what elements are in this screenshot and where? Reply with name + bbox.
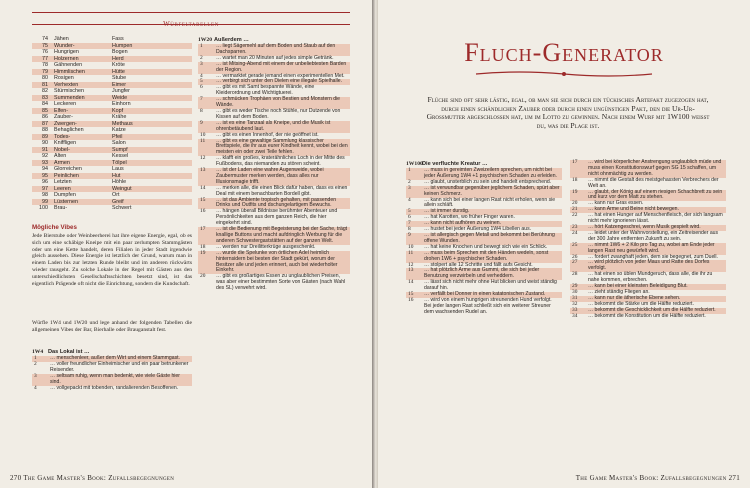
w20-row-number: 7	[200, 96, 203, 103]
curse-row-number: 20	[572, 200, 578, 207]
curse-row-number: 29	[572, 283, 578, 290]
w4-header-label: Das Lokal ist …	[48, 349, 90, 355]
w20-row-text: … gibt es eine gewaltige Sammlung klassischer Brettspiele, die ihr aus eurer Kindheit kennt, wobei bei den meisten ein oder zwei Teile fehlen.	[216, 137, 348, 156]
curse-row-number: 11	[408, 249, 414, 256]
w20-row	[198, 139, 350, 157]
w20-row-text: … vermarktet gerade jemand einen experimentellen Met.	[216, 72, 345, 79]
w4-header-die: 1W4	[32, 349, 44, 355]
vibes-heading: Mögliche Vibes	[32, 224, 77, 231]
w20-row-text: … ist Mitsing-Abend mit einem der unbeliebtesten Barden der Region.	[216, 60, 347, 73]
w20-row-text: … schmücken Trophäen von Bestien und Monstern die Wände.	[216, 96, 341, 109]
curse-row	[406, 251, 562, 263]
curse-row-text: … bekommt die Konstitution um die Hälfte reduziert.	[588, 312, 706, 319]
word-table-adjective: Behaglichen	[54, 127, 84, 133]
curse-row-text: … kann Arme und Beine nicht bewegen.	[588, 206, 679, 213]
w20-row-number: 1	[200, 43, 203, 49]
word-table-adjective: Kniffligen	[54, 140, 77, 146]
w4-row-number: 4	[34, 384, 37, 391]
w20-row	[198, 109, 350, 121]
word-table-adjective: Rosigen	[54, 75, 74, 81]
curse-row-number: 16	[408, 296, 414, 303]
w20-row-text: … gibt es einen Innenhof, der nie geöffnet ist.	[216, 131, 319, 138]
curse-header-die: 1W100	[406, 161, 423, 167]
word-table-noun: Weingut	[110, 186, 192, 193]
curse-row-number: 33	[572, 306, 578, 313]
word-table-number: 93	[32, 160, 52, 167]
vibes-paragraph: Jede Bierstube oder Weinbeerherei hat ihre eigene Energie, egal, ob es sich um eine schäbige Kneipe mit ein paar zerlumpten Stammgästen oder um eine Kette handelt, deren Filialen in jeder Stadt irgendwie gleich aussehen. Diese Energie ist letztlich der Grund, warum man in einem Laden bis zur letzten Runde bleibt und im anderen rückwärts wieder rausgeht. Zu solche Lokale in der Regel mit Gästen aus den unterschiedlichsten Gesellschaftsschichten besetzt sind, ist das eigentlich Prägende oft nicht die Einrichtung, sondern die Kundschaft.	[32, 233, 192, 287]
word-table-number: 84	[42, 101, 48, 107]
word-table-adjective: Himmlischen	[52, 69, 110, 76]
word-table-noun: Krähe	[112, 114, 127, 120]
word-table-adjective: Summenden	[52, 95, 110, 102]
word-table	[32, 36, 192, 212]
curse-row-number: 12	[408, 261, 414, 268]
word-table-adjective: Zwergen-	[52, 121, 110, 128]
curse-row	[406, 233, 562, 245]
curse-row-text: … hat plötzlich Arme aus Gummi, die sich bei jeder Benutzung verzwirbeln und verheddern.	[424, 267, 540, 280]
curse-row-text: … wird von einem hungrigen streunenden Hund verfolgt. Bei jeder langen Rast schließt sich ein weiterer Streuner dem wachsenden Rudel an.	[424, 296, 552, 315]
word-table-noun: Schwert	[112, 205, 132, 211]
w4-row-text: … voller freundlicher Einheimischer und ein paar betrunkener Reisender.	[50, 360, 189, 373]
right-page	[378, 0, 750, 488]
word-table-noun: Bogen	[112, 49, 128, 55]
curse-row-number: 5	[408, 208, 411, 215]
curse-row-text: … wird bei körperlicher Anstrengung unglaublich müde und muss einen Konstitutionswurf gegen SG 15 schaffen, um nicht ohnmächtig zu werden.	[588, 159, 722, 177]
curse-row-text: … verfällt bei Donner in einen katatonischen Zustand.	[424, 291, 546, 298]
curse-row-text: … nimmt die Gestalt des meistgehassten Verbrechers der Welt an.	[588, 176, 719, 189]
word-table-noun: Hut	[110, 173, 192, 180]
curse-row-number: 9	[408, 231, 411, 238]
w20-row-number: 15	[200, 196, 206, 203]
word-table-noun: Salon	[112, 140, 126, 146]
w4-table	[32, 348, 192, 391]
curse-row-text: … glaubt, unsterblich zu sein und handelt entsprechend.	[424, 178, 552, 185]
w20-row-number: 20	[200, 273, 206, 280]
w20-row-number: 18	[200, 243, 206, 250]
word-table-number: 87	[32, 121, 52, 128]
word-table-noun: Katze	[112, 127, 126, 133]
word-table-noun: Sumpf	[110, 147, 192, 154]
curse-row-text: … stolpert alle 12 Schritte und fällt aufs Gesicht.	[424, 261, 533, 268]
w20-row-text: … gibt es mit Samt bespannte Wände, eine Kleiderordnung und Wichtigtuerei.	[216, 84, 315, 97]
word-table-noun: Laus	[112, 166, 124, 172]
word-table-noun: Eimer	[110, 82, 192, 89]
word-table-adjective: Armen	[52, 160, 110, 167]
w20-row-text: … liegt Sägemehl auf dem Boden und Staub auf den Dachsparren.	[216, 43, 336, 55]
word-table-number: 89	[32, 134, 52, 141]
curse-row	[406, 186, 562, 198]
word-table-noun: Methaus	[110, 121, 192, 128]
curse-row	[570, 160, 726, 178]
word-table-adjective: Verhexten	[52, 82, 110, 89]
w20-row-number: 13	[200, 167, 206, 174]
word-table-adjective: Leckeren	[54, 101, 77, 107]
curse-row-text: … hört Katzengeschrei, wenn Musik gespielt wird.	[588, 223, 701, 230]
word-table-noun: Einhorn	[112, 101, 131, 107]
w4-row	[32, 362, 192, 374]
curse-row-number: 23	[572, 223, 578, 230]
w20-row-text: … merken alle, die einen Blick dafür haben, dass es einen Deal mit einem benachbarten Bordell gibt.	[216, 184, 348, 197]
page-title: Fluch-Generator	[464, 38, 664, 67]
w20-row-text: … klafft ein großes, kraterähnliches Loch in der Mitte des Fußbodens, das niemanden zu stören scheint.	[216, 155, 345, 168]
curse-row-text: … zieht ständig Fliegen an.	[588, 288, 650, 295]
w20-row-number: 11	[200, 137, 206, 144]
curse-row-number: 14	[408, 279, 414, 286]
w20-row-text: … gibt es weder Tische noch Stühle, nur Dutzende von Kissen auf dem Boden.	[216, 107, 341, 120]
chapter-ribbon	[32, 12, 350, 28]
w4-row-text: … seltsam ruhig, wenn man bedenkt, wie viele Gäste hier sind.	[50, 372, 180, 385]
w20-row-number: 4	[200, 72, 203, 79]
w20-row	[198, 227, 350, 245]
right-page-number: 271	[728, 474, 740, 482]
curse-row-number: 28	[572, 271, 578, 278]
w20-row-text: … gibt es großartiges Essen zu unglaublichen Preisen, was aber einer bestimmten Sorte von Gästen (nach Wahl des SL) verwehrt wird.	[216, 273, 346, 292]
w20-row-number: 16	[200, 208, 206, 215]
curse-row-text: … ist immer durstig.	[424, 208, 470, 215]
word-table-number: 76	[42, 49, 48, 55]
w20-row-number: 5	[200, 78, 203, 85]
word-table-adjective: Hungrigen	[54, 49, 79, 55]
word-table-adjective: Holzernen	[52, 56, 110, 63]
curse-row-number: 6	[408, 214, 411, 221]
word-table-number: 94	[42, 166, 48, 172]
curse-row-number: 24	[572, 229, 578, 236]
w20-row-text: … verbirgt sich unter den Dielen eine illegale Spielhalle.	[216, 78, 343, 85]
curse-row-number: 8	[408, 226, 411, 233]
curse-row-number: 3	[408, 184, 411, 191]
w20-row-number: 6	[200, 84, 203, 91]
word-table-number: 97	[32, 186, 52, 193]
word-table-noun: Pfeil	[110, 134, 192, 141]
curse-row-text: … kann nur die ätherische Ebene sehen.	[588, 294, 681, 301]
curse-row	[570, 178, 726, 190]
word-table-adjective: Zauber-	[54, 114, 73, 120]
word-table-noun: Herd	[110, 56, 192, 63]
word-table-adjective: Peinlichen	[52, 173, 110, 180]
curse-row-number: 2	[408, 178, 411, 185]
curse-row-number: 30	[572, 288, 578, 295]
curse-row-number: 26	[572, 253, 578, 260]
curse-row-number: 21	[572, 206, 578, 213]
curse-row-text: … muss beim Sprechen mit den Händen wedeln, sonst drohen 1W6 + psychischer Schaden.	[424, 249, 549, 262]
w20-row-number: 2	[200, 54, 203, 61]
word-table-adjective: Gähnenden	[54, 62, 83, 68]
w4-row-number: 2	[34, 360, 37, 367]
curse-row-text: … hustet bei jeder Äußerung 1W4 Libellen aus.	[424, 226, 532, 233]
w20-row	[198, 62, 350, 74]
w20-header-label: Außerdem …	[214, 37, 249, 43]
word-table-adjective: Wunder-	[52, 43, 110, 50]
title-flourish-ornament	[474, 68, 654, 80]
curse-row-number: 19	[572, 188, 578, 195]
w20-row	[198, 186, 350, 198]
w20-row-number: 8	[200, 107, 203, 114]
word-table-noun: Stube	[112, 75, 127, 81]
word-table-number: 77	[32, 56, 52, 63]
chapter-ribbon-label: Würfeltabellen	[163, 20, 219, 28]
w20-row	[198, 121, 350, 133]
word-table-adjective: Elfen-	[52, 108, 110, 115]
word-table-noun: Kessel	[112, 153, 129, 159]
w20-row	[198, 168, 350, 186]
w20-row-text: … ist es eine Tanzaal als Kneipe, und die Musik ist ohrenbetäubend laut.	[216, 119, 331, 132]
word-table-number: 99	[32, 199, 52, 206]
w20-row-text: … wartet man 20 Minuten auf jedes simple Getränk.	[216, 54, 334, 61]
curse-row-number: 22	[572, 212, 578, 219]
word-table-adjective: Stürmischen	[54, 88, 84, 94]
curse-row-number: 1	[408, 167, 411, 173]
w4-row	[32, 386, 192, 392]
word-table-number: 74	[42, 36, 48, 42]
right-folio	[576, 474, 740, 482]
left-running-footer: The Game Master's Book: Zufallsbegegnungen	[23, 474, 175, 482]
curse-row-number: 18	[572, 176, 578, 183]
w20-row-number: 3	[200, 60, 203, 67]
word-table-number: 91	[32, 147, 52, 154]
curse-table-col2	[570, 160, 726, 319]
curse-row-text: … bekommt die Stärke um die Hälfte reduziert.	[588, 300, 694, 307]
curse-row-number: 34	[572, 312, 578, 319]
left-folio	[10, 474, 174, 482]
curse-table-col1	[406, 160, 562, 316]
word-table-number: 83	[32, 95, 52, 102]
w20-row-text: … wurde die Spelunke von örtlichen Adel heimlich hinternsidern bei besten der Stadt gekürt, worum der Besitzer alle und jeden erinnert, auch bei wiederholter Einkehr.	[216, 249, 338, 274]
word-table-noun: Hütte	[110, 69, 192, 76]
curse-row-text: … hat Karotten, wo früher Finger waren.	[424, 214, 515, 221]
curse-row-text: … bekommt die Geschicklichkeit um die Hälfte reduziert.	[588, 306, 716, 313]
curse-row	[570, 243, 726, 255]
curse-row-text: … fordert zwanghaft jeden, dem sie begegnet, zum Duell.	[588, 253, 718, 260]
w4-row-number: 1	[34, 355, 37, 361]
right-running-footer: The Game Master's Book: Zufallsbegegnungen	[575, 474, 727, 482]
curse-row-text: … kann nur Gras essen.	[588, 200, 644, 207]
word-table-noun: Weide	[110, 95, 192, 102]
w20-row-number: 10	[200, 131, 206, 138]
word-table-number: 90	[42, 140, 48, 146]
w20-table	[198, 36, 350, 292]
word-table-number: 75	[32, 43, 52, 50]
w4-row-text: … vollgepackt mit tobenden, randalierenden Besoffenen.	[50, 384, 179, 391]
w20-row-text: … werden nur Dreilitterkrüge ausgeschenkt.	[216, 243, 316, 250]
curse-row-number: 10	[408, 243, 414, 250]
word-table-number: 85	[32, 108, 52, 115]
word-table-noun: Kopf	[110, 108, 192, 115]
word-table-number: 98	[42, 192, 48, 198]
curse-row-number: 7	[408, 220, 411, 227]
word-table-adjective: Todes-	[52, 134, 110, 141]
curse-row-text: … kann sich bei einer langen Rast nicht erholen, wenn sie allein schläft.	[424, 196, 556, 209]
word-table-number: 100	[39, 205, 48, 211]
word-table-number: 81	[32, 82, 52, 89]
word-table-row	[32, 205, 192, 212]
w4-row-number: 3	[34, 372, 37, 379]
w20-row-number: 9	[200, 119, 203, 126]
curse-row-text: … hat einen so üblen Mundgeruch, dass alle, die ihr zu nahe kommen, erbrechen.	[588, 271, 713, 284]
left-page-number: 270	[10, 474, 22, 482]
word-table-noun: Ort	[112, 192, 120, 198]
w20-row-number: 12	[200, 155, 206, 162]
word-table-noun: Greif	[110, 199, 192, 206]
curse-row-number: 17	[572, 159, 578, 165]
w20-row	[198, 251, 350, 275]
word-table-noun: Höhle	[112, 179, 127, 185]
curse-row-text: … kann bei einer kleinsten Beleidigung Blut.	[588, 283, 688, 290]
word-table-noun: Fass	[112, 36, 124, 42]
w20-row-number: 17	[200, 226, 206, 233]
word-table-adjective: Nobel-	[52, 147, 110, 154]
curse-row-text: … wird plötzlich von jeder Maus und Ratte des Dorfes verfolgt.	[588, 259, 710, 272]
word-table-adjective: Leeren	[52, 186, 110, 193]
w4-row	[32, 374, 192, 386]
word-table-adjective: Jähen	[54, 36, 69, 42]
word-table-noun: Jungfer	[112, 88, 130, 94]
intro-paragraph: Flüche sind oft sehr lästig, egal, ob man sie sich durch ein tückisches Artefakt zugezogen hat, durch einen schändlichen Zauber oder durch einen ungünstigen Pakt, den die Ur-Ur-Grossmutter abgeschlossen hat, um im Lotto zu gewinnen. Nach einem Wurf mit 1W100 weisst du, was die Plage ist.	[426, 95, 710, 130]
word-table-number: 78	[42, 62, 48, 68]
curse-row-text: … hat keine Knochen und bewegt sich wie ein Schlick.	[424, 243, 548, 250]
curse-row-number: 31	[572, 294, 578, 301]
w20-row-text: … ist das Ambiente tropisch gehalten, mit passenden Drinks und Outfits und dschungelartigem Bewuchs.	[216, 196, 337, 209]
curse-row-text: … glaubt, der König auf einem riesigen Schachbrett zu sein und kurz vor dem Matt zu stehen.	[588, 188, 723, 201]
word-table-number: 80	[42, 75, 48, 81]
curse-row-text: … kann nicht aufhören zu weinen.	[424, 220, 502, 227]
curse-row-text: … hat einen Hunger auf Menschenfleisch, der sich langsam nicht mehr ignorieren lässt.	[588, 212, 723, 225]
curse-row-number: 4	[408, 196, 411, 203]
word-table-noun: Tölpel	[110, 160, 192, 167]
word-table-number: 86	[42, 114, 48, 120]
word-table-adjective: Letzten	[54, 179, 72, 185]
word-table-number: 79	[32, 69, 52, 76]
curse-row-number: 13	[408, 267, 414, 274]
word-table-number: 88	[42, 127, 48, 133]
curse-row-text: … leidet unter der Wahnvorstellung, ein Zeitreisender aus der 300 Jahre entfernten Zukunft zu sein.	[588, 229, 719, 242]
curse-row-text: … nimmt 1W6 + 2 Kilo pro Tag zu, wobei am Ende jeder langen Rast neu gewürfelt wird.	[588, 241, 715, 254]
left-page	[0, 0, 372, 488]
curse-row-text: … ist allergisch gegen Metall und bekommt bei Berührung offene Wunden.	[424, 231, 555, 244]
word-table-adjective: Dumpfen	[54, 192, 76, 198]
curse-row-number: 25	[572, 241, 578, 248]
curse-row-text: … muss in gereimten Zweizeilern sprechen, um nicht bei jeder Äußerung 1W4 +1 psychischen Schaden zu erleiden.	[424, 167, 557, 179]
curse-row	[406, 298, 562, 316]
word-table-adjective: Lüsternen	[52, 199, 110, 206]
w20-row-text: … ist der Laden eine wahre Augenweide, wobei Zaubermuster merken werden, dass alles nur Illusionsmagie trifft.	[216, 167, 324, 185]
word-table-number: 82	[42, 88, 48, 94]
word-table-adjective: Glorreichen	[54, 166, 82, 172]
w20-header-die: 1W20	[198, 37, 212, 43]
w20-row	[198, 274, 350, 292]
word-table-number: 92	[42, 153, 48, 159]
w20-row	[198, 209, 350, 227]
w4-row-text: … menschenleer, außer dem Wirt und einem Stammgast.	[50, 355, 180, 361]
w20-row-text: … ist die Bedienung mit Begeisterung bei der Sache, trägt knallige Buttons und macht aufdringlich Werbung für die anderen Schwestergaststätten auf der ganzen Welt.	[216, 226, 348, 244]
curse-row-text: … lässt sich nicht mehr ohne Hut blicken und weist ständig darauf hin.	[424, 279, 557, 292]
curse-row-number: 27	[572, 259, 578, 266]
curse-row	[570, 314, 726, 320]
curse-row-number: 15	[408, 291, 414, 298]
w20-row-text: … hängen überall Bildnisse berühmter Abenteuer und Persönlichkeiten aus dem ganzen Reich, die hier eingekehrt sind.	[216, 208, 338, 227]
word-table-noun: Kröte	[112, 62, 125, 68]
w20-row-number: 14	[200, 184, 206, 191]
word-table-number: 95	[32, 173, 52, 180]
word-table-adjective: Alten	[54, 153, 67, 159]
curse-row-text: … ist verwundbar gegenüber jeglichem Schaden, spürt aber keinen Schmerz.	[424, 184, 560, 197]
w20-row-number: 19	[200, 249, 206, 256]
vibes-instructions: Würfle 1W4 und 1W20 und lege anhand der folgenden Tabellen die allgemeinen Vibes der Bar, Bierhalle oder Brauganstalt fest.	[32, 320, 192, 333]
word-table-number: 96	[42, 179, 48, 185]
word-table-adjective: Brau-	[54, 205, 68, 211]
word-table-noun: Humpen	[110, 43, 192, 50]
curse-row	[570, 231, 726, 243]
curse-header-label: Die verfluchte Kreatur …	[422, 161, 488, 167]
curse-row-number: 32	[572, 300, 578, 307]
